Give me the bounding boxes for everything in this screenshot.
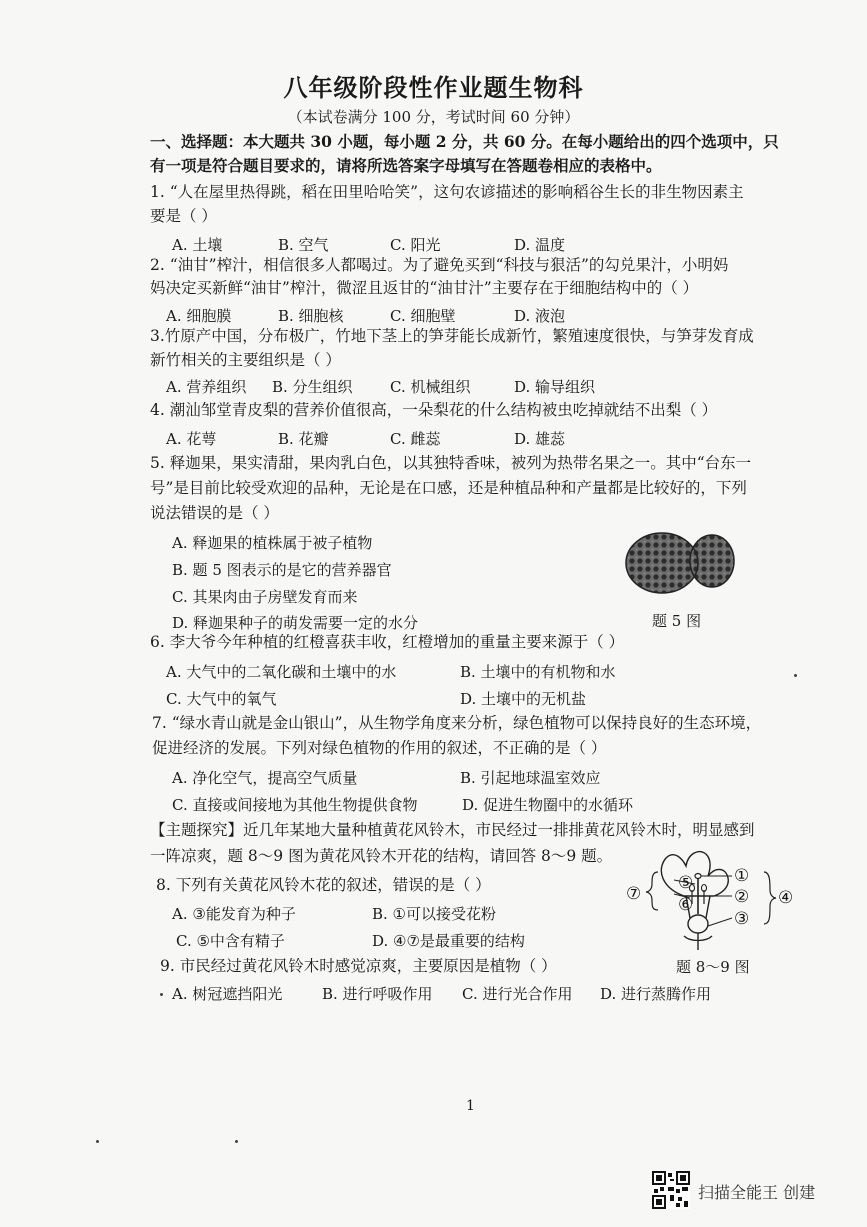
question-1-text: 1. “人在屋里热得跳，稻在田里哈哈笑”，这句农谚描述的影响稻谷生长的非生物因素主 [150, 183, 744, 201]
question-9-text: 9. 市民经过黄花风铃木时感觉凉爽，主要原因是植物（ ） [160, 957, 557, 975]
question-4-option-b: B. 花瓣 [278, 430, 329, 448]
question-2-option-d: D. 液泡 [514, 307, 566, 325]
question-8-option-c: C. ⑤中含有精子 [176, 932, 285, 950]
question-3-text: 3.竹原产中国，分布极广，竹地下茎上的笋芽能长成新竹，繁殖速度很快，与笋芽发育成 [150, 327, 754, 345]
question-3-option-b: B. 分生组织 [272, 378, 353, 396]
figure-8-9-caption: 题 8～9 图 [676, 958, 750, 976]
page-number: 1 [466, 1098, 475, 1114]
question-5-option-b: B. 题 5 图表示的是它的营养器官 [172, 561, 392, 579]
page-title: 八年级阶段性作业题生物科 [283, 73, 584, 102]
theme-intro-cont: 一阵凉爽，题 8～9 图为黄花风铃木开花的结构，请回答 8～9 题。 [150, 847, 613, 865]
question-7-option-d: D. 促进生物圈中的水循环 [462, 796, 634, 814]
question-3-option-a: A. 营养组织 [166, 378, 247, 396]
figure-label-4: ④ [778, 888, 794, 908]
question-2-option-a: A. 细胞膜 [166, 307, 232, 325]
question-9-option-a: A. 树冠遮挡阳光 [172, 985, 283, 1003]
scanner-watermark: 扫描全能王 创建 [698, 1183, 816, 1202]
question-7-option-c: C. 直接或间接地为其他生物提供食物 [172, 796, 418, 814]
question-9-option-d: D. 进行蒸腾作用 [600, 985, 712, 1003]
figure-label-6: ⑥ [678, 895, 694, 915]
question-6-text: 6. 李大爷今年种植的红橙喜获丰收，红橙增加的重量主要来源于（ ） [150, 633, 625, 651]
page-subtitle: （本试卷满分 100 分，考试时间 60 分钟） [287, 108, 580, 126]
question-5-option-a: A. 释迦果的植株属于被子植物 [172, 534, 373, 552]
question-6-option-b: B. 土壤中的有机物和水 [460, 663, 616, 681]
scan-speck [794, 674, 797, 677]
figure-label-1: ① [734, 866, 750, 886]
question-5-text: 5. 释迦果，果实清甜，果肉乳白色，以其独特香味，被列为热带名果之一。其中“台东一 [150, 454, 752, 472]
section-instructions-line1: 一、选择题：本大题共 30 小题，每小题 2 分，共 60 分。在每小题给出的四个选项中，只 [150, 132, 779, 151]
question-5-text-cont: 号”是目前比较受欢迎的品种，无论是在口感，还是种植品种和产量都是比较好的，下列 [150, 479, 747, 497]
question-2-text: 2. “油甘”榨汁，相信很多人都喝过。为了避免买到“科技与狠活”的勾兑果汁，小明妈 [150, 256, 729, 274]
question-2-text-cont: 妈决定买新鲜“油甘”榨汁，微涩且返甘的“油甘汁”主要存在于细胞结构中的（ ） [150, 279, 699, 297]
question-3-option-c: C. 机械组织 [390, 378, 471, 396]
question-8-option-a: A. ③能发育为种子 [172, 905, 296, 923]
question-3-text-cont: 新竹相关的主要组织是（ ） [150, 351, 341, 369]
question-1-option-b: B. 空气 [278, 236, 329, 254]
question-7-text-cont: 促进经济的发展。下列对绿色植物的作用的叙述，不正确的是（ ） [152, 739, 607, 757]
question-8-option-b: B. ①可以接受花粉 [372, 905, 497, 923]
figure-label-3: ③ [734, 909, 750, 929]
question-4-text: 4. 潮汕邹堂青皮梨的营养价值很高，一朵梨花的什么结构被虫吃掉就结不出梨（ ） [150, 401, 718, 419]
figure-label-7: ⑦ [626, 884, 642, 904]
question-7-option-a: A. 净化空气，提高空气质量 [172, 769, 358, 787]
question-6-option-d: D. 土壤中的无机盐 [460, 690, 587, 708]
section-instructions-line2: 有一项是符合题目要求的，请将所选答案字母填写在答题卷相应的表格中。 [150, 156, 662, 175]
question-2-option-c: C. 细胞壁 [390, 307, 456, 325]
question-5-option-d: D. 释迦果种子的萌发需要一定的水分 [172, 614, 419, 632]
question-9-option-c: C. 进行光合作用 [462, 985, 573, 1003]
question-9-option-b: B. 进行呼吸作用 [322, 985, 433, 1003]
figure-label-5: ⑤ [678, 873, 694, 893]
question-8-option-d: D. ④⑦是最重要的结构 [372, 932, 525, 950]
question-4-option-a: A. 花萼 [166, 430, 217, 448]
figure-label-2: ② [734, 887, 750, 907]
question-4-option-d: D. 雄蕊 [514, 430, 566, 448]
qr-code-icon [652, 1171, 690, 1209]
theme-intro: 【主题探究】近几年某地大量种植黄花风铃木，市民经过一排排黄花风铃木时，明显感到 [150, 821, 755, 839]
question-4-option-c: C. 雌蕊 [390, 430, 441, 448]
question-2-option-b: B. 细胞核 [278, 307, 344, 325]
custard-apple-figure [620, 525, 740, 605]
question-1-option-d: D. 温度 [514, 236, 566, 254]
scan-speck [160, 993, 163, 996]
question-7-text: 7. “绿水青山就是金山银山”，从生物学角度来分析，绿色植物可以保持良好的生态环境， [152, 714, 762, 732]
question-6-option-c: C. 大气中的氧气 [166, 690, 277, 708]
question-1-text-cont: 要是（ ） [150, 207, 217, 225]
question-7-option-b: B. 引起地球温室效应 [460, 769, 601, 787]
question-6-option-a: A. 大气中的二氧化碳和土壤中的水 [166, 663, 397, 681]
question-8-text: 8. 下列有关黄花风铃木花的叙述，错误的是（ ） [156, 876, 491, 894]
question-1-option-a: A. 土壤 [172, 236, 223, 254]
question-3-option-d: D. 输导组织 [514, 378, 596, 396]
question-5-option-c: C. 其果肉由子房壁发育而来 [172, 588, 358, 606]
figure-5-caption: 题 5 图 [652, 612, 702, 630]
scan-speck [96, 1140, 99, 1143]
question-1-option-c: C. 阳光 [390, 236, 441, 254]
question-5-text-cont2: 说法错误的是（ ） [150, 504, 279, 522]
scan-speck [235, 1140, 238, 1143]
